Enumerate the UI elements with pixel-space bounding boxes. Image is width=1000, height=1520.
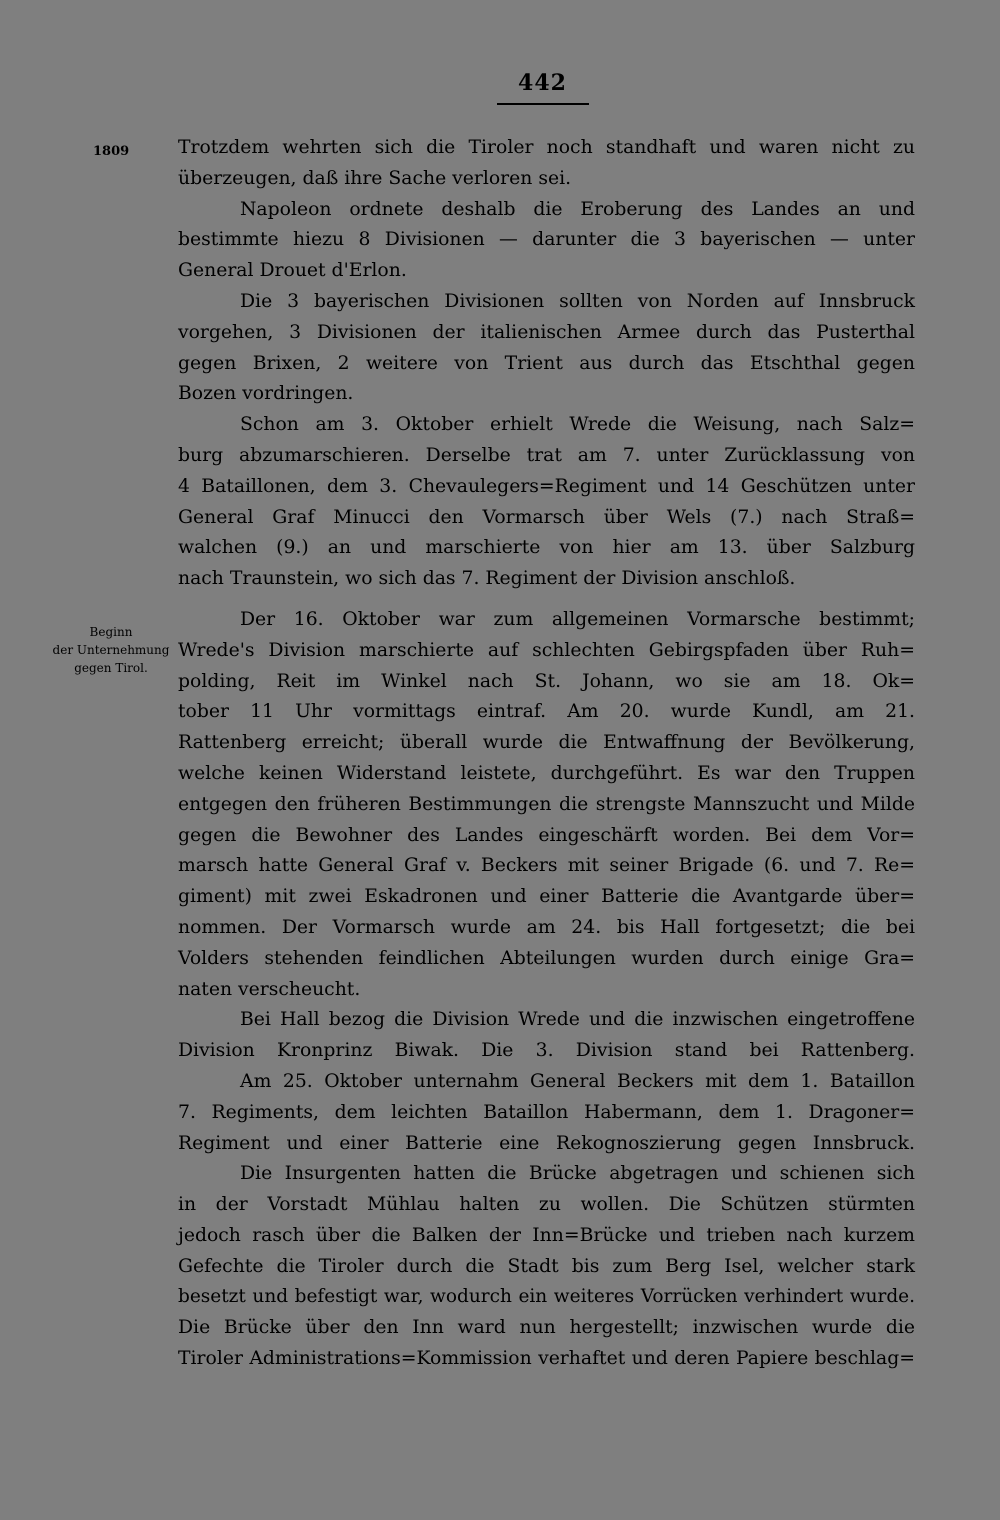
text-line: naten verscheucht. xyxy=(178,978,361,1000)
text-line: vorgehen, 3 Divisionen der italienischen Armee durch das Pusterthal xyxy=(178,321,915,343)
text-line: General Graf Minucci den Vormarsch über Wels (7.) nach Straß= xyxy=(178,506,915,528)
text-line: besetzt und befestigt war, wodurch ein weiteres Vorrücken verhindert wurde. xyxy=(178,1286,915,1308)
text-line: Division Kronprinz Biwak. Die 3. Division stand bei Rattenberg. xyxy=(178,1040,915,1062)
text-line: Wrede's Division marschierte auf schlechten Gebirgspfaden über Ruh= xyxy=(178,639,915,661)
text-line: in der Vorstadt Mühlau halten zu wollen. Die Schützen stürmten xyxy=(178,1194,915,1216)
text-line: Napoleon ordnete deshalb die Eroberung des Landes an und xyxy=(240,198,915,220)
text-line: Am 25. Oktober unternahm General Beckers mit dem 1. Bataillon xyxy=(240,1070,915,1092)
margin-note xyxy=(44,623,178,677)
text-line: nommen. Der Vormarsch wurde am 24. bis Hall fortgesetzt; die bei xyxy=(178,916,915,938)
text-line: Rattenberg erreicht; überall wurde die Entwaffnung der Bevölkerung, xyxy=(178,732,915,754)
text-line: Regiment und einer Batterie eine Rekognoszierung gegen Innsbruck. xyxy=(178,1132,915,1154)
text-line: giment) mit zwei Eskadronen und einer Batterie die Avantgarde über= xyxy=(178,886,915,908)
page-number: 442 xyxy=(518,70,567,96)
text-line: entgegen den früheren Bestimmungen die strengste Mannszucht und Milde xyxy=(178,793,915,815)
text-line: Die 3 bayerischen Divisionen sollten von Norden auf Innsbruck xyxy=(240,290,915,312)
text-line: Die Brücke über den Inn ward nun hergestellt; inzwischen wurde die xyxy=(178,1317,915,1339)
text-line: tober 11 Uhr vormittags eintraf. Am 20. wurde Kundl, am 21. xyxy=(178,701,915,723)
text-line: Bozen vordringen. xyxy=(178,383,354,405)
text-line: burg abzumarschieren. Derselbe trat am 7. unter Zurücklassung von xyxy=(178,444,915,466)
text-line: gegen Brixen, 2 weitere von Trient aus durch das Etschthal gegen xyxy=(178,352,915,374)
text-line: Gefechte die Tiroler durch die Stadt bis zum Berg Isel, welcher stark xyxy=(178,1255,915,1277)
text-line: nach Traunstein, wo sich das 7. Regiment der Division anschloß. xyxy=(178,568,796,590)
text-line: General Drouet d'Erlon. xyxy=(178,260,407,282)
text-line: walchen (9.) an und marschierte von hier am 13. über Salzburg xyxy=(178,537,915,559)
text-line: gegen die Bewohner des Landes eingeschärft worden. Bei dem Vor= xyxy=(178,824,915,846)
text-line: Der 16. Oktober war zum allgemeinen Vormarsche bestimmt; xyxy=(240,608,915,630)
text-line: Volders stehenden feindlichen Abteilungen wurden durch einige Gra= xyxy=(178,947,915,969)
margin-note-line: gegen Tirol. xyxy=(74,661,148,675)
text-line: polding, Reit im Winkel nach St. Johann, wo sie am 18. Ok= xyxy=(178,670,915,692)
text-line: Schon am 3. Oktober erhielt Wrede die Weisung, nach Salz= xyxy=(240,414,915,436)
page-number-rule xyxy=(497,103,589,105)
text-line: marsch hatte General Graf v. Beckers mit seiner Brigade (6. und 7. Re= xyxy=(178,855,915,877)
text-line: Bei Hall bezog die Division Wrede und die inzwischen eingetroffene xyxy=(240,1009,915,1031)
text-line: überzeugen, daß ihre Sache verloren sei. xyxy=(178,167,572,189)
text-line: bestimmte hiezu 8 Divisionen — darunter die 3 bayerischen — unter xyxy=(178,229,915,251)
text-line: Die Insurgenten hatten die Brücke abgetragen und schienen sich xyxy=(240,1163,915,1185)
margin-note-line: der Unternehmung xyxy=(52,643,170,657)
text-line: 7. Regiments, dem leichten Bataillon Habermann, dem 1. Dragoner= xyxy=(178,1101,915,1123)
text-line: welche keinen Widerstand leistete, durchgeführt. Es war den Truppen xyxy=(178,762,915,784)
text-line: Trotzdem wehrten sich die Tiroler noch standhaft und waren nicht zu xyxy=(178,137,915,158)
body-text xyxy=(178,133,915,1375)
text-line: jedoch rasch über die Balken der Inn=Brücke und trieben nach kurzem xyxy=(178,1224,915,1246)
text-line: Tiroler Administrations=Kommission verhaftet und deren Papiere beschlag= xyxy=(178,1348,915,1370)
margin-year: 1809 xyxy=(93,144,130,159)
text-line: 4 Bataillonen, dem 3. Chevaulegers=Regiment und 14 Geschützen unter xyxy=(178,475,915,497)
margin-note-line: Beginn xyxy=(89,625,133,639)
